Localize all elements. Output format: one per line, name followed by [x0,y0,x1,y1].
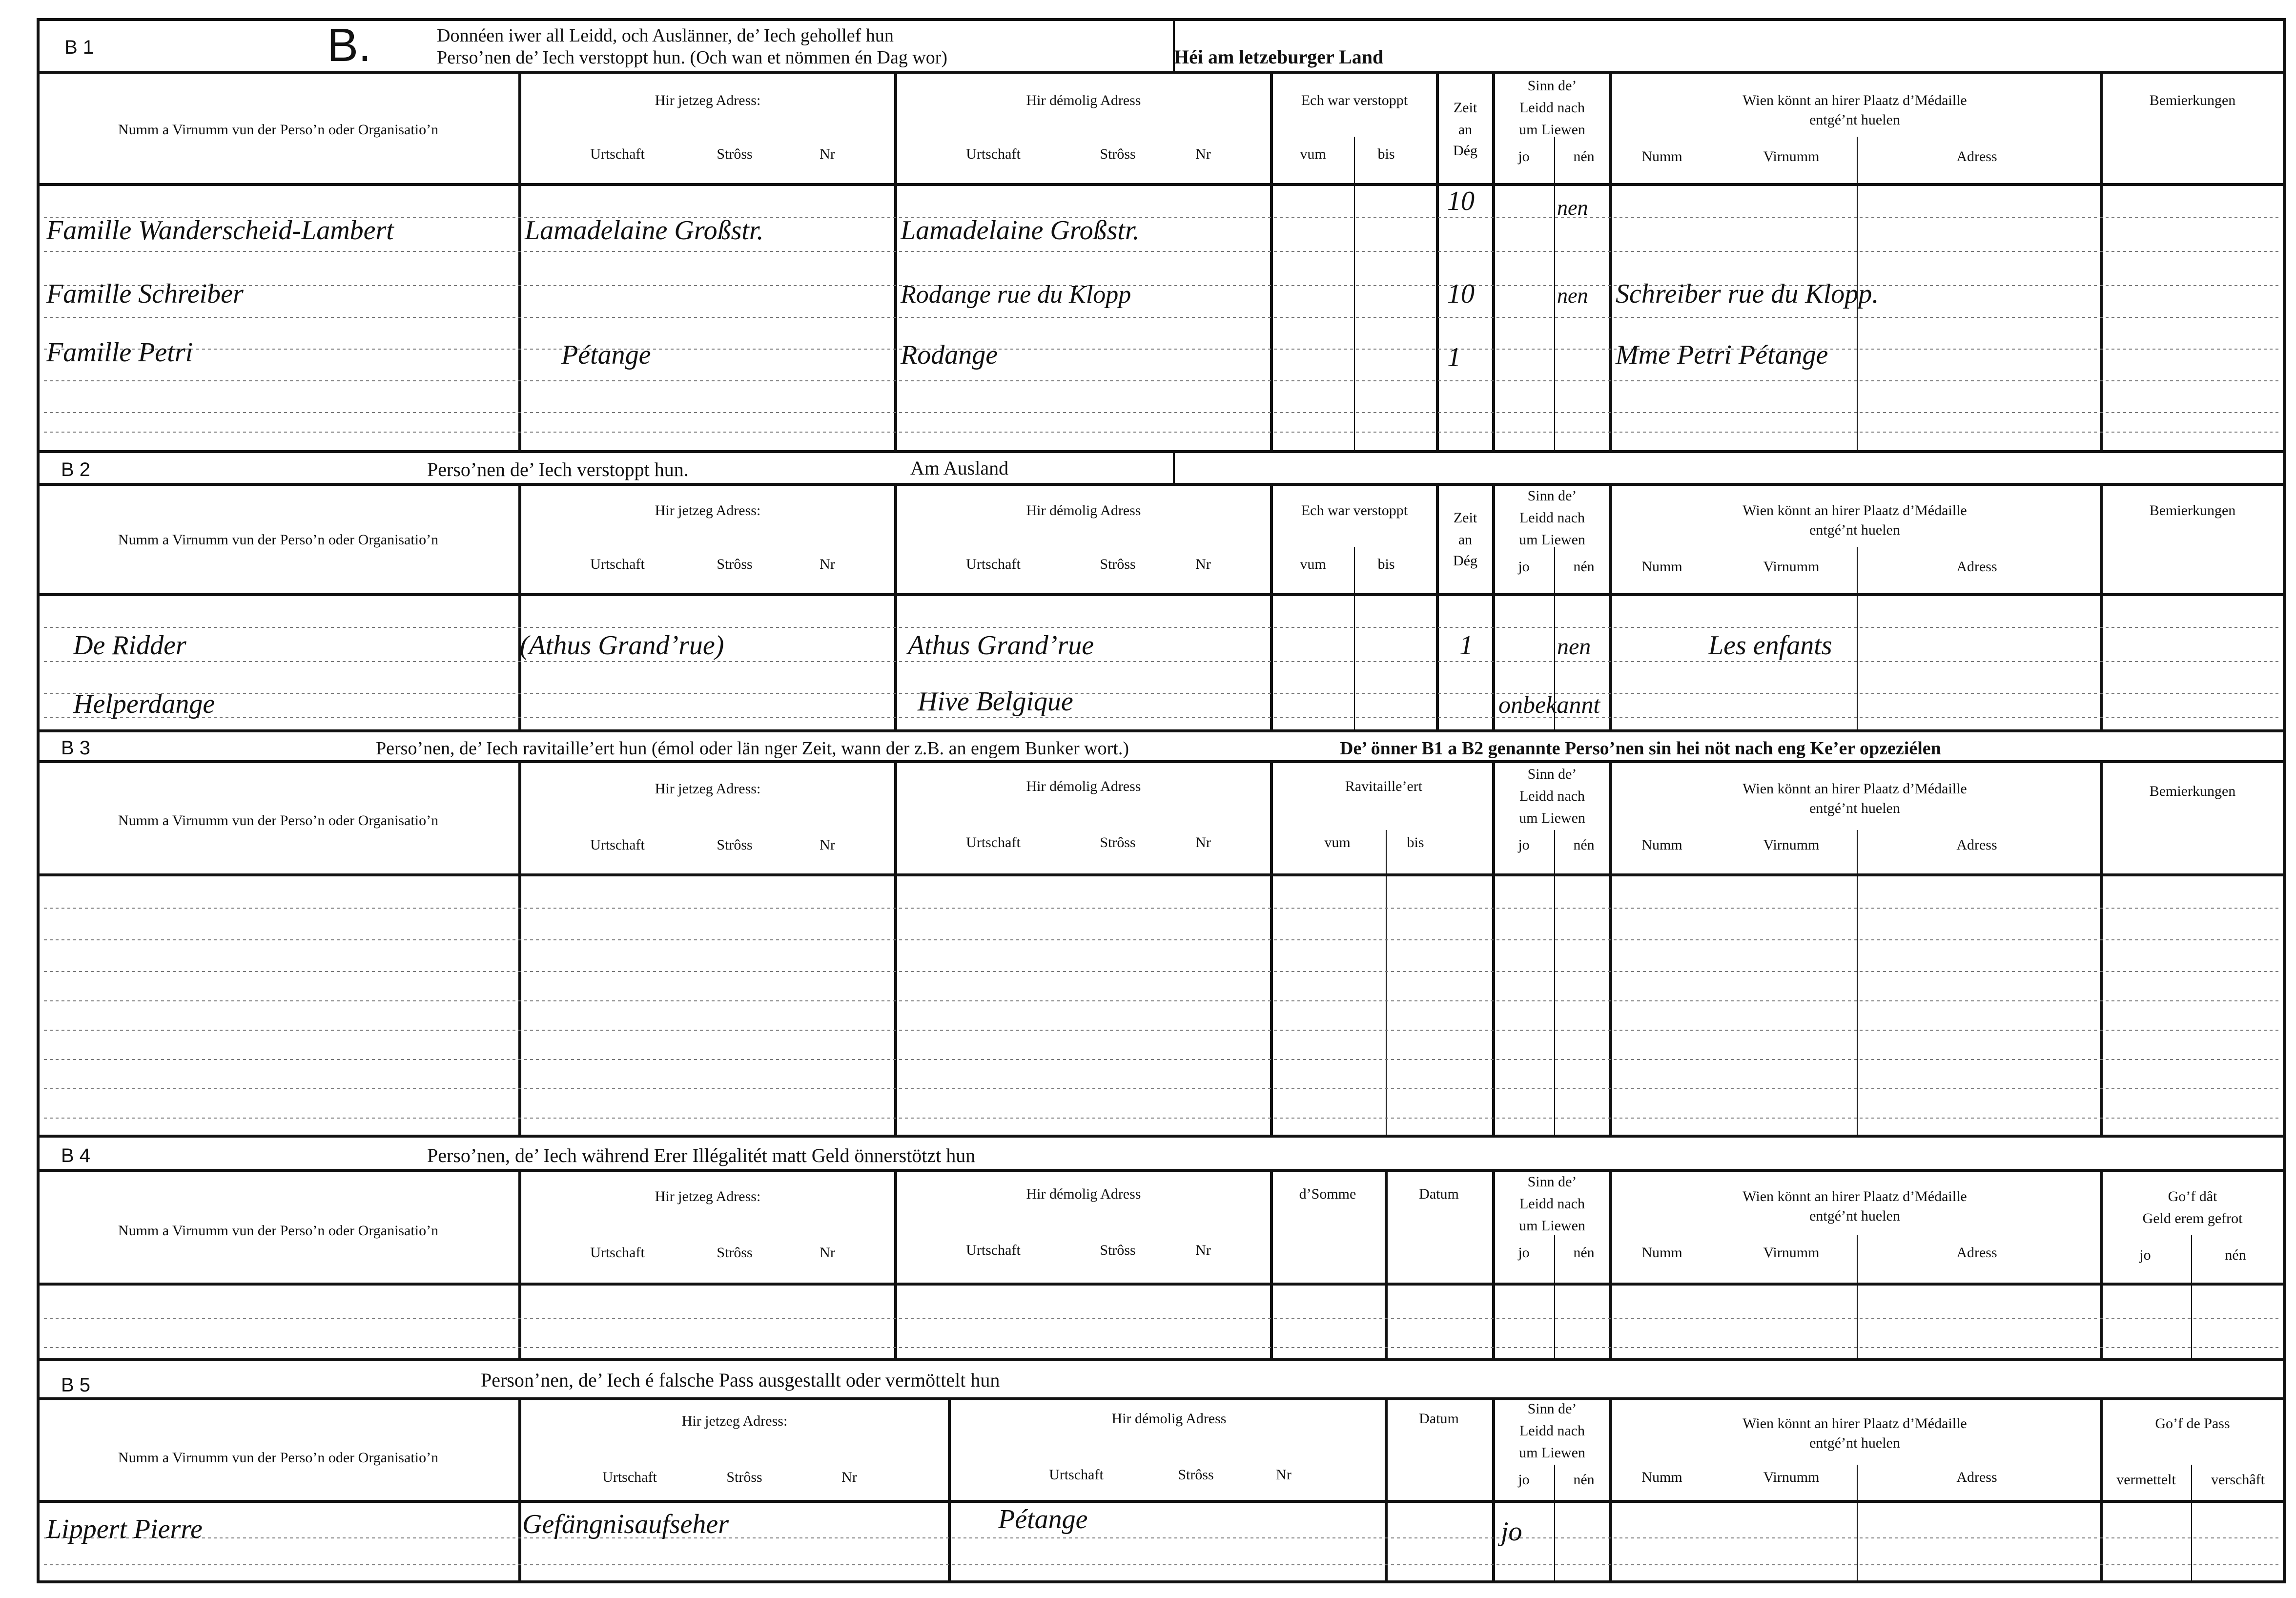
header-medal: Wien könnt an hirer Plaatz d’Médaille [1742,92,1967,108]
cell-name: Famille Petri [46,337,193,368]
sub-vum: vum [1324,834,1351,851]
sub-virnumm: Virnumm [1763,1245,1820,1261]
cell-addr-former: Rodange rue du Klopp [901,281,1131,309]
sub-nen: nén [1573,559,1595,575]
cell-nen: nen [1557,196,1588,220]
cell-addr-now: Pétange [561,340,651,370]
header-zeit: an [1458,122,1473,138]
sub-adress: Adress [1956,837,1997,853]
sub-adress: Adress [1956,1245,1997,1261]
header-zeit: Zeit [1453,100,1477,116]
header-supplied: Ravitaille’ert [1345,778,1423,794]
sub-adress: Adress [1956,148,1997,165]
header-medal: entgé’nt huelen [1809,112,1900,128]
b5-section-code: B 5 [61,1374,91,1396]
b1-section-code: B 1 [64,37,94,58]
header-date: Datum [1419,1186,1459,1202]
cell-days: 1 [1459,630,1473,661]
cell-addr-former: Hive Belgique [918,686,1073,717]
form-letter: B. [327,19,371,71]
cell-addr-former: Lamadelaine Großstr. [901,215,1140,246]
header-sinn: um Liewen [1519,1218,1585,1234]
header-name: Numm a Virnumm vun der Perso’n oder Organisatio’n [118,1450,439,1466]
sub-virnumm: Virnumm [1763,148,1820,165]
cell-nen: nen [1557,284,1588,308]
sub-bis: bis [1407,834,1424,851]
sub-city: Urtschaft [966,1242,1021,1258]
cell-days: 1 [1447,342,1461,373]
sub-adress: Adress [1956,559,1997,575]
sub-bis: bis [1377,146,1395,162]
sub-numm: Numm [1641,837,1682,853]
header-addr-former: Hir démolig Adress [1026,778,1141,794]
header-zeit: Zeit [1453,510,1477,526]
header-zeit: an [1458,532,1473,548]
header-medal: entgé’nt huelen [1809,1208,1900,1224]
sub-nr: Nr [1195,146,1211,162]
cell-addr-now: (Athus Grand’rue) [520,630,724,661]
cell-addr-former: Athus Grand’rue [908,630,1094,661]
sub-nen: nén [1573,1472,1595,1488]
sub-virnumm: Virnumm [1763,1469,1820,1485]
b1-title-line1: Donnéen iwer all Leidd, och Auslänner, de’ Iech gehollef hun [437,25,894,46]
b4-title: Perso’nen, de’ Iech während Erer Illégalitét matt Geld önnerstötzt hun [427,1144,976,1166]
sub-bis: bis [1377,556,1395,572]
sub-city: Urtschaft [1049,1467,1104,1483]
header-medal: Wien könnt an hirer Plaatz d’Médaille [1742,502,1967,519]
cell-addr-former: Rodange [901,340,998,370]
sub-nen: nén [2225,1247,2246,1263]
header-medal: entgé’nt huelen [1809,522,1900,538]
sub-city: Urtschaft [590,146,645,162]
sub-nr: Nr [820,837,835,853]
b3-section-code: B 3 [61,737,91,759]
sub-issued: verschâft [2211,1472,2265,1488]
cell-jo: jo [1501,1516,1522,1547]
sub-nr: Nr [820,556,835,572]
cell-addr-former: Pétange [998,1504,1088,1535]
header-sinn: Sinn de’ [1527,488,1577,504]
header-addr-former: Hir démolig Adress [1026,502,1141,519]
header-zeit: Dég [1453,143,1477,159]
cell-medal: Les enfants [1708,630,1832,661]
header-sinn: Sinn de’ [1527,1174,1577,1190]
sub-street: Strôss [726,1469,762,1485]
b3-title: Perso’nen, de’ Iech ravitaille’ert hun (émol oder län nger Zeit, wann der z.B. an engem Bunker wort.) [376,738,1129,759]
sub-nr: Nr [1195,556,1211,572]
header-name: Numm a Virnumm vun der Perso’n oder Organisatio’n [118,532,439,548]
sub-street: Strôss [1178,1467,1214,1483]
sub-nen: nén [1573,148,1595,165]
header-remarks: Bemierkungen [2149,502,2236,519]
sub-city: Urtschaft [590,556,645,572]
header-sinn: Sinn de’ [1527,766,1577,782]
cell-medal: Mme Petri Pétange [1616,340,1828,370]
b1-title-right: Héi am letzeburger Land [1174,46,1384,68]
b4-section-code: B 4 [61,1145,91,1166]
sub-street: Strôss [1100,146,1136,162]
header-sinn: Leidd nach [1519,788,1585,804]
sub-nr: Nr [1276,1467,1292,1483]
header-medal: Wien könnt an hirer Plaatz d’Médaille [1742,1188,1967,1204]
header-medal: Wien könnt an hirer Plaatz d’Médaille [1742,781,1967,797]
sub-jo: jo [1518,148,1530,165]
header-remarks: Bemierkungen [2149,92,2236,108]
header-sinn: um Liewen [1519,122,1585,138]
header-hidden: Ech war verstoppt [1301,502,1408,519]
sub-nr: Nr [820,1245,835,1261]
header-remarks: Bemierkungen [2149,783,2236,799]
header-addr-former: Hir démolig Adress [1026,92,1141,108]
header-addr-former: Hir démolig Adress [1026,1186,1141,1202]
cell-name: Lippert Pierre [46,1514,203,1544]
sub-city: Urtschaft [966,834,1021,851]
header-gift: Go’f dât [2168,1188,2217,1204]
sub-city: Urtschaft [966,556,1021,572]
b2-title: Perso’nen de’ Iech verstoppt hun. [427,458,689,480]
header-addr-now: Hir jetzeg Adress: [655,1188,761,1204]
cell-name: Famille Schreiber [46,279,244,309]
sub-nr: Nr [841,1469,857,1485]
header-addr-now: Hir jetzeg Adress: [681,1413,788,1429]
cell-nen: nen [1557,634,1591,660]
sub-jo: jo [1518,1245,1530,1261]
header-addr-now: Hir jetzeg Adress: [655,502,761,519]
sub-city: Urtschaft [590,837,645,853]
header-sinn: Leidd nach [1519,1423,1585,1439]
cell-note: onbekannt [1498,691,1600,718]
sub-jo: jo [2139,1247,2151,1263]
cell-addr-now: Gefängnisaufseher [522,1509,729,1539]
sub-street: Strôss [717,837,753,853]
sub-numm: Numm [1641,148,1682,165]
header-sinn: Leidd nach [1519,510,1585,526]
sub-virnumm: Virnumm [1763,837,1820,853]
sub-jo: jo [1518,1472,1530,1488]
header-addr-now: Hir jetzeg Adress: [655,92,761,108]
cell-medal: Schreiber rue du Klopp. [1616,279,1879,309]
header-zeit: Dég [1453,553,1477,569]
header-sinn: Sinn de’ [1527,78,1577,94]
b3-title-right: De’ önner B1 a B2 genannte Perso’nen sin hei nöt nach eng Ke’er opzeziélen [1340,738,1941,759]
sub-virnumm: Virnumm [1763,559,1820,575]
header-sinn: um Liewen [1519,810,1585,826]
sub-nen: nén [1573,1245,1595,1261]
cell-name: Helperdange [73,689,215,719]
header-medal: Wien könnt an hirer Plaatz d’Médaille [1742,1415,1967,1432]
header-medal: entgé’nt huelen [1809,800,1900,816]
sub-nr: Nr [1195,1242,1211,1258]
header-sinn: um Liewen [1519,532,1585,548]
sub-city: Urtschaft [602,1469,657,1485]
cell-days: 10 [1447,186,1475,216]
header-addr-now: Hir jetzeg Adress: [655,781,761,797]
header-sinn: um Liewen [1519,1445,1585,1461]
sub-street: Strôss [717,1245,753,1261]
sub-numm: Numm [1641,559,1682,575]
sub-jo: jo [1518,837,1530,853]
header-medal: entgé’nt huelen [1809,1435,1900,1451]
cell-addr-now: Lamadelaine Großstr. [525,215,764,246]
b2-section-code: B 2 [61,459,91,480]
sub-street: Strôss [717,146,753,162]
header-sinn: Leidd nach [1519,100,1585,116]
header-name: Numm a Virnumm vun der Perso’n oder Organisatio’n [118,122,439,138]
sub-vum: vum [1300,146,1326,162]
header-gift: Geld erem gefrot [2142,1210,2243,1226]
sub-street: Strôss [1100,1242,1136,1258]
header-addr-former: Hir démolig Adress [1111,1411,1227,1427]
header-date: Datum [1419,1411,1459,1427]
header-name: Numm a Virnumm vun der Perso’n oder Organisatio’n [118,1223,439,1239]
header-sum: d’Somme [1299,1186,1356,1202]
cell-days: 10 [1447,279,1475,309]
cell-name: De Ridder [73,630,186,661]
sub-nr: Nr [1195,834,1211,851]
sub-nen: nén [1573,837,1595,853]
header-sinn: Leidd nach [1519,1196,1585,1212]
sub-street: Strôss [1100,556,1136,572]
sub-street: Strôss [717,556,753,572]
b1-title-line2: Perso’nen de’ Iech verstoppt hun. (Och wan et nömmen én Dag wor) [437,47,948,68]
b2-title-right: Am Ausland [910,457,1009,479]
sub-nr: Nr [820,146,835,162]
sub-numm: Numm [1641,1245,1682,1261]
sub-jo: jo [1518,559,1530,575]
header-sinn: Sinn de’ [1527,1401,1577,1417]
header-pass: Go’f de Pass [2155,1415,2230,1432]
header-hidden: Ech war verstoppt [1301,92,1408,108]
cell-name: Famille Wanderscheid-Lambert [46,215,394,246]
b5-title: Person’nen, de’ Iech é falsche Pass ausgestallt oder vermöttelt hun [481,1369,1000,1391]
sub-street: Strôss [1100,834,1136,851]
sub-adress: Adress [1956,1469,1997,1485]
sub-city: Urtschaft [966,146,1021,162]
header-name: Numm a Virnumm vun der Perso’n oder Organisatio’n [118,812,439,829]
sub-vum: vum [1300,556,1326,572]
sub-numm: Numm [1641,1469,1682,1485]
sub-mediated: vermettelt [2116,1472,2176,1488]
sub-city: Urtschaft [590,1245,645,1261]
